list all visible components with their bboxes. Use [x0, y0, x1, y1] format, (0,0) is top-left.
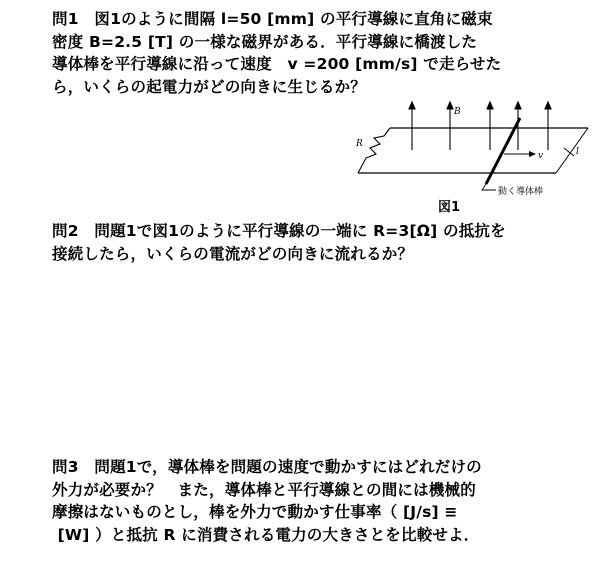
resistor-symbol [358, 128, 390, 173]
question-2-text: 問2 問題1で図1のように平行導線の一端に R=3[Ω] の抵抗を 接続したら，いくらの電流がどの向きに流れるか？ [52, 222, 506, 263]
magnetic-field-arrows [409, 102, 551, 150]
figure-1-diagram [350, 98, 590, 218]
figure-1-caption: 図1 [438, 200, 461, 215]
label-R: R [356, 139, 363, 149]
rod-pointer-line [482, 178, 496, 190]
label-l: l [576, 147, 579, 157]
question-3-text: 問3 問題1で，導体棒を問題の速度で動かすにはどれだけの 外力が必要か？ また，導体棒と平行導線との間には機械的 摩擦はないものとし，棒を外力で動かす仕事率（ [J/s] ≡ [W] ）と抵抗 R に消費される電力の大きさとを比較せよ． [52, 458, 482, 544]
label-v: v [538, 151, 544, 161]
label-B: B [454, 107, 461, 117]
rail-right-edge [556, 128, 588, 173]
question-1-text: 問1 図1のように間隔 l=50 [mm] の平行導線に直角に磁束 密度 B=2.5 [T] の一様な磁界がある．平行導線に橋渡した 導体棒を平行導線に沿って速度 v =200 [mm/s] で走らせた ら，いくらの起電力がどの向きに生じるか？ [52, 10, 502, 96]
label-moving-rod: 動く導体棒 [498, 187, 544, 197]
